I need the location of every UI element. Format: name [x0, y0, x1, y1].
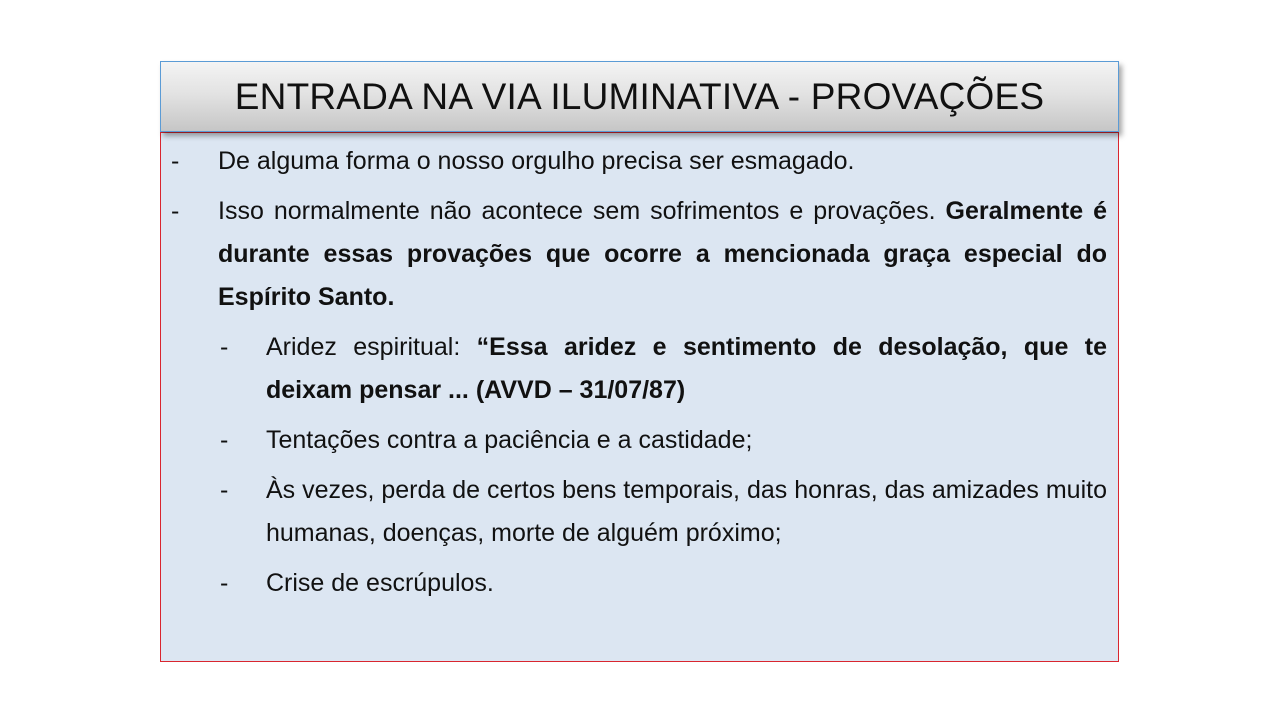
bullet-text: Isso normalmente não acontece sem sofrimentos e provações.: [218, 197, 946, 225]
bullet-marker: -: [171, 147, 180, 175]
sub-bullet-text: Às vezes, perda de certos bens temporais, das honras, das amizades muito humanas, doenças, morte de alguém próximo;: [266, 476, 1107, 547]
sub-bullet-text: Tentações contra a paciência e a castidade;: [266, 426, 753, 454]
sub-bullet-item: [160, 419, 1107, 462]
sub-bullet-text: Aridez espiritual:: [266, 333, 477, 361]
bullet-marker: -: [220, 476, 229, 504]
sub-bullet-item: [160, 469, 1107, 555]
sub-bullet-bold-text: “Essa aridez e sentimento de desolação, que te deixam pensar ... (AVVD – 31/07/87): [266, 333, 1107, 404]
bullet-marker: -: [220, 426, 229, 454]
bullet-item: [160, 140, 1107, 183]
bullet-marker: -: [220, 569, 229, 597]
sub-bullet-text: Crise de escrúpulos.: [266, 569, 494, 597]
bullet-item: [160, 190, 1107, 319]
bullet-bold-text: Geralmente é durante essas provações que ocorre a mencionada graça especial do Espírito Santo.: [218, 197, 1107, 311]
sub-bullet-item: [160, 562, 1107, 605]
bullet-marker: -: [171, 197, 180, 225]
bullet-list: [160, 140, 1119, 612]
sub-bullet-item: [160, 326, 1107, 412]
bullet-text: De alguma forma o nosso orgulho precisa ser esmagado.: [218, 147, 855, 175]
bullet-marker: -: [220, 333, 229, 361]
title-bar: [160, 61, 1119, 132]
slide-title: ENTRADA NA VIA ILUMINATIVA - PROVAÇÕES: [234, 75, 1045, 117]
